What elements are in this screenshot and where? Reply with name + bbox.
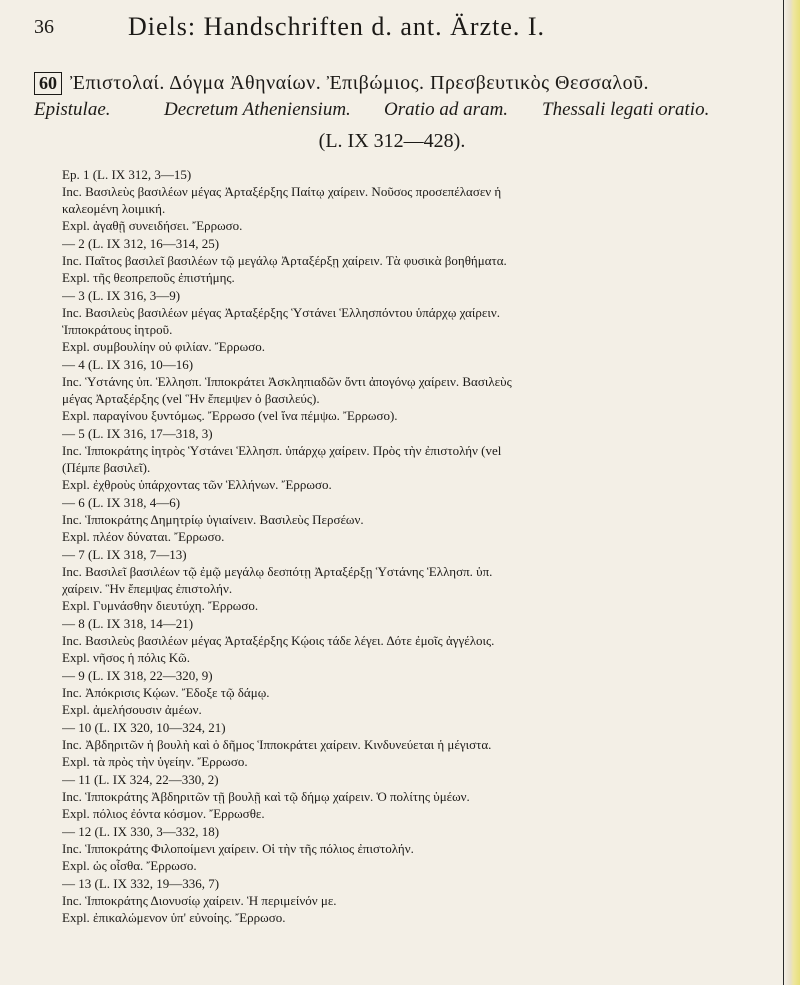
incipit: Inc. Ἱπποκράτης Διονυσίῳ χαίρειν. Ἡ περιμείνόν με. xyxy=(62,893,337,908)
incipit-continued: χαίρειν. Ἣν ἔπεμψας ἐπιστολήν. xyxy=(62,581,233,596)
incipit: Inc. Ἱπποκράτης Δημητρίῳ ὑγιαίνειν. Βασιλεὺς Περσέων. xyxy=(62,512,364,527)
explicit: Expl. συμβουλίην οὐ φιλίαν. Ἔρρωσο. xyxy=(62,339,265,354)
epistle-entry xyxy=(62,823,752,874)
epistle-entry xyxy=(62,719,752,770)
entry-reference: Ep. 1 (L. IX 312, 3—15) xyxy=(62,167,192,182)
entry-reference: — 8 (L. IX 318, 14—21) xyxy=(62,616,194,631)
title-epistulae: Epistulae. xyxy=(34,99,111,120)
incipit: Inc. Ἱπποκράτης Ἀβδηριτῶν τῇ βουλῇ καὶ τῷ δήμῳ χαίρειν. Ὁ πολίτης ὑμέων. xyxy=(62,789,470,804)
epistle-entry xyxy=(62,771,752,822)
explicit: Expl. ὡς οἶσθα. Ἔρρωσο. xyxy=(62,858,197,873)
entry-reference: — 9 (L. IX 318, 22—320, 9) xyxy=(62,668,213,683)
epistle-entry xyxy=(62,494,752,545)
incipit: Inc. Βασιλεὺς βασιλέων μέγας Ἀρταξέρξης Κῴοις τάδε λέγει. Δότε ἐμοῖς ἀγγέλοις. xyxy=(62,633,495,648)
entry-reference: — 4 (L. IX 316, 10—16) xyxy=(62,357,194,372)
epistle-entry xyxy=(62,425,752,493)
epistle-entry xyxy=(62,356,752,424)
title-decretum: Decretum Atheniensium. xyxy=(164,99,351,120)
entry-reference: — 11 (L. IX 324, 22—330, 2) xyxy=(62,772,219,787)
incipit-continued: μέγας Ἀρταξέρξης (vel Ἣν ἔπεμψεν ὁ βασιλεύς). xyxy=(62,391,320,406)
incipit: Inc. Ἀπόκρισις Κῴων. Ἔδοξε τῷ δάμῳ. xyxy=(62,685,270,700)
incipit: Inc. Βασιλεὺς βασιλέων μέγας Ἀρταξέρξης Ὑστάνει Ἑλλησπόντου ὑπάρχῳ χαίρειν. xyxy=(62,305,501,320)
page-edge xyxy=(784,0,800,985)
epistle-entry xyxy=(62,235,752,286)
explicit: Expl. νῆσος ἡ πόλις Κῶ. xyxy=(62,650,190,665)
entry-reference: — 7 (L. IX 318, 7—13) xyxy=(62,547,187,562)
epistle-entry xyxy=(62,667,752,718)
explicit: Expl. Γυμνάσθην διευτύχη. Ἔρρωσο. xyxy=(62,598,259,613)
littre-reference: (L. IX 312—428). xyxy=(318,130,466,152)
entry-reference: — 2 (L. IX 312, 16—314, 25) xyxy=(62,236,220,251)
incipit: Inc. Ὑστάνης ὑπ. Ἑλλησπ. Ἱπποκράτει Ἀσκληπιαδῶν ὄντι ἀπογόνῳ χαίρειν. Βασιλεὺς xyxy=(62,374,512,389)
latin-titles xyxy=(34,99,774,121)
incipit: Inc. Βασιλεῖ βασιλέων τῷ ἐμῷ μεγάλῳ δεσπότῃ Ἀρταξέρξῃ Ὑστάνης Ἑλλησπ. ὑπ. xyxy=(62,564,493,579)
entries-list xyxy=(62,166,752,927)
incipit: Inc. Ἱπποκράτης Φιλοποίμενι χαίρειν. Οἱ τὴν τῆς πόλιος ἐπιστολήν. xyxy=(62,841,414,856)
epistle-entry xyxy=(62,615,752,666)
incipit: Inc. Βασιλεὺς βασιλέων μέγας Ἀρταξέρξης Παίτῳ χαίρειν. Νοῦσος προσεπέλασεν ἡ xyxy=(62,184,502,199)
incipit-continued: (Πέμπε βασιλεῖ). xyxy=(62,460,151,475)
epistle-entry xyxy=(62,287,752,355)
entry-reference: — 6 (L. IX 318, 4—6) xyxy=(62,495,181,510)
entry-reference: — 10 (L. IX 320, 10—324, 21) xyxy=(62,720,226,735)
explicit: Expl. ἀμελήσουσιν ἀμέων. xyxy=(62,702,202,717)
section-number: 60 xyxy=(34,72,62,95)
running-title: Diels: Handschriften d. ant. Ärzte. I. xyxy=(128,12,546,41)
incipit: Inc. Παῖτος βασιλεῖ βασιλέων τῷ μεγάλῳ Ἀρταξέρξῃ χαίρειν. Τὰ φυσικὰ βοηθήματα. xyxy=(62,253,507,268)
entry-reference: — 12 (L. IX 330, 3—332, 18) xyxy=(62,824,220,839)
epistle-entry xyxy=(62,875,752,926)
entry-reference: — 5 (L. IX 316, 17—318, 3) xyxy=(62,426,213,441)
incipit-continued: Ἱπποκράτους ἰητροῦ. xyxy=(62,322,173,337)
incipit: Inc. Ἱπποκράτης ἰητρὸς Ὑστάνει Ἑλλησπ. ὑπάρχῳ χαίρειν. Πρὸς τὴν ἐπιστολήν (vel xyxy=(62,443,502,458)
greek-titles: Ἐπιστολαί. Δόγμα Ἀθηναίων. Ἐπιβώμιος. Πρεσβευτικὸς Θεσσαλοῦ. xyxy=(70,72,649,94)
entry-reference: — 3 (L. IX 316, 3—9) xyxy=(62,288,181,303)
epistle-entry xyxy=(62,166,752,234)
explicit: Expl. ἀγαθῇ συνειδήσει. Ἔρρωσο. xyxy=(62,218,243,233)
explicit: Expl. πόλιος ἐόντα κόσμον. Ἔρρωσθε. xyxy=(62,806,265,821)
page-number: 36 xyxy=(34,16,54,38)
explicit: Expl. πλέον δύναται. Ἔρρωσο. xyxy=(62,529,225,544)
explicit: Expl. τὰ πρὸς τὴν ὑγείην. Ἔρρωσο. xyxy=(62,754,248,769)
epistle-entry xyxy=(62,546,752,614)
incipit-continued: καλεομένη λοιμική. xyxy=(62,201,166,216)
explicit: Expl. ἐπικαλώμενον ὑπ' εὐνοίης. Ἔρρωσο. xyxy=(62,910,286,925)
explicit: Expl. ἐχθροὺς ὑπάρχοντας τῶν Ἑλλήνων. Ἔρρωσο. xyxy=(62,477,332,492)
entry-reference: — 13 (L. IX 332, 19—336, 7) xyxy=(62,876,220,891)
explicit: Expl. παραγίνου ξυντόμως. Ἔρρωσο (vel ἵνα πέμψω. Ἔρρωσο). xyxy=(62,408,398,423)
title-thessali: Thessali legati oratio. xyxy=(542,99,710,120)
title-oratio-aram: Oratio ad aram. xyxy=(384,99,509,120)
explicit: Expl. τῆς θεοπρεποῦς ἐπιστήμης. xyxy=(62,270,235,285)
incipit: Inc. Ἀβδηριτῶν ἡ βουλὴ καὶ ὁ δῆμος Ἱπποκράτει χαίρειν. Κινδυνεύεται ἡ μέγιστα. xyxy=(62,737,492,752)
section-heading xyxy=(34,72,774,95)
running-head xyxy=(34,12,754,42)
